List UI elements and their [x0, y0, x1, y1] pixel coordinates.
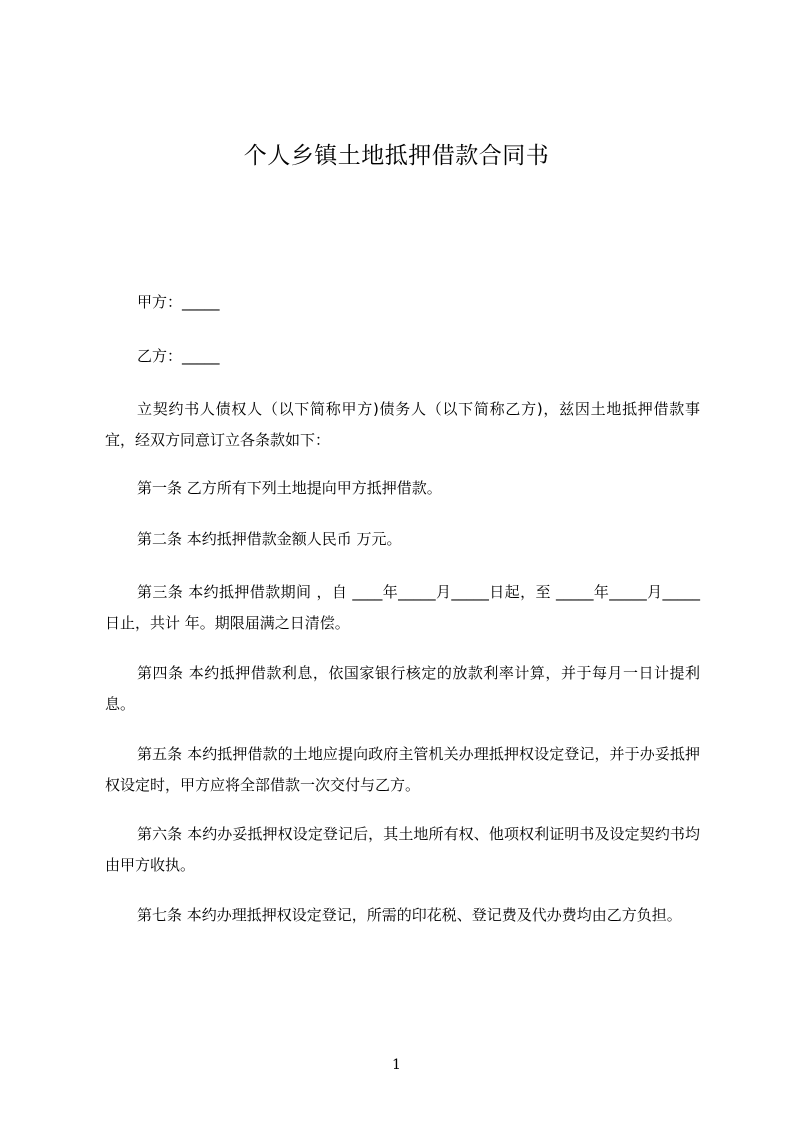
party-a-line: 甲方：_____: [137, 293, 220, 311]
party-b-line: 乙方：_____: [137, 347, 220, 365]
article-7: 第七条 本约办理抵押权设定登记，所需的印花税、登记费及代办费均由乙方负担。: [137, 906, 682, 924]
article-5: 第五条 本约抵押借款的土地应提向政府主管机关办理抵押权设定登记，并于办妥抵押权设定时，甲方应将全部借款一次交付与乙方。: [105, 745, 700, 794]
article-2: 第二条 本约抵押借款金额人民币 万元。: [137, 530, 402, 548]
article-3: 第三条 本约抵押借款期间 ，自 ____年_____月_____日起，至 _____年_____月_____日止，共计 年。期限届满之日清偿。: [105, 583, 700, 632]
article-6: 第六条 本约办妥抵押权设定登记后，其土地所有权、他项权利证明书及设定契约书均由甲方收执。: [105, 825, 700, 874]
article-1: 第一条 乙方所有下列土地提向甲方抵押借款。: [137, 479, 442, 497]
article-4: 第四条 本约抵押借款利息，依国家银行核定的放款利率计算，并于每月一日计提利息。: [105, 664, 700, 713]
preamble-paragraph: 立契约书人债权人（以下简称甲方)债务人（以下简称乙方)，兹因土地抵押借款事宜，经双方同意订立各条款如下：: [105, 400, 700, 449]
page-number: 1: [392, 1057, 401, 1073]
document-title: 个人乡镇土地抵押借款合同书: [243, 143, 550, 169]
